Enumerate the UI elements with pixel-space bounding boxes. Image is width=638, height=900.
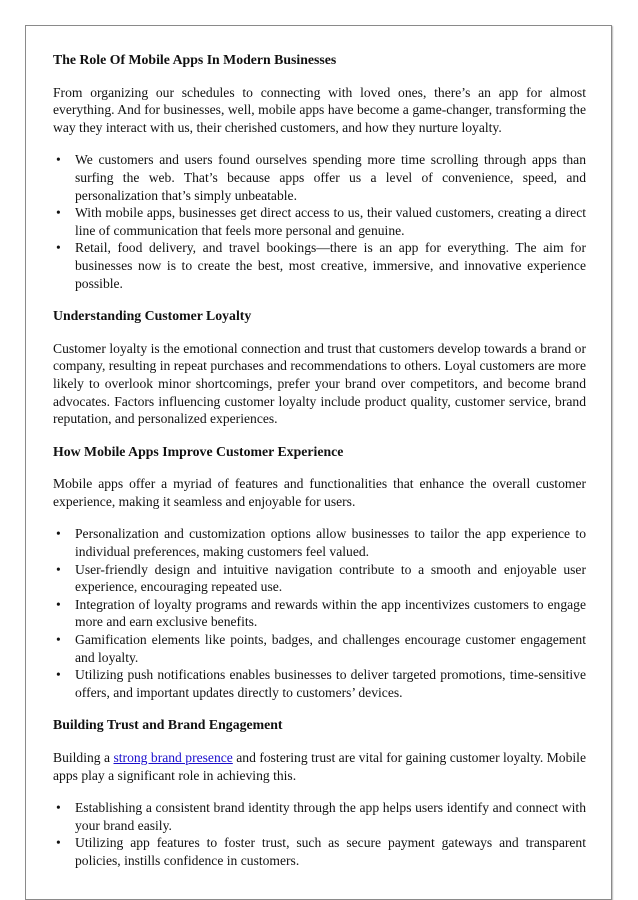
- heading-role-of-mobile-apps: The Role Of Mobile Apps In Modern Businesses: [53, 52, 337, 67]
- list-item: • Utilizing app features to foster trust, such as secure payment gateways and transparent policies, instills confidence in customers.: [53, 834, 586, 869]
- strong-brand-presence-link[interactable]: strong brand presence: [113, 750, 233, 765]
- list-item: • Retail, food delivery, and travel bookings—there is an app for everything. The aim for businesses now is to create the best, most creative, immersive, and innovative experience possible.: [53, 239, 586, 292]
- list-item: • Gamification elements like points, badges, and challenges encourage customer engagement and loyalty.: [53, 631, 586, 666]
- paragraph-trust-brand: [53, 749, 586, 784]
- list-item: • Integration of loyalty programs and rewards within the app incentivizes customers to engage more and earn exclusive benefits.: [53, 596, 586, 631]
- page-border: [25, 25, 612, 900]
- heading-customer-experience: How Mobile Apps Improve Customer Experience: [53, 443, 344, 459]
- list-item: • With mobile apps, businesses get direct access to us, their valued customers, creating a direct line of communication that feels more personal and genuine.: [53, 204, 586, 239]
- list-item: • Personalization and customization options allow businesses to tailor the app experience to individual preferences, making customers feel valued.: [53, 525, 586, 560]
- paragraph-intro: From organizing our schedules to connecting with loved ones, there’s an app for almost everything. And for businesses, well, mobile apps have become a game-changer, transforming the way they interact with us, their cherished customers, and how they nurture loyalty.: [53, 84, 586, 135]
- list-item: • Utilizing push notifications enables businesses to deliver targeted promotions, time-sensitive offers, and important updates directly to customers’ devices.: [53, 666, 586, 701]
- bullet-list-role: [53, 151, 586, 292]
- paragraph-text: and fostering trust are vital for gaining customer loyalty. Mobile apps play a significant role in achieving this.: [53, 750, 586, 783]
- bullet-list-experience: [53, 525, 586, 701]
- list-item: • We customers and users found ourselves spending more time scrolling through apps than surfing the web. That’s because apps offer us a level of convenience, speed, and personalization that’s simply unbeatable.: [53, 151, 586, 204]
- list-item: • Establishing a consistent brand identity through the app helps users identify and connect with your brand easily.: [53, 799, 586, 834]
- heading-trust-brand: Building Trust and Brand Engagement: [53, 717, 283, 733]
- paragraph-customer-loyalty: Customer loyalty is the emotional connection and trust that customers develop towards a brand or company, resulting in repeat purchases and recommendations to others. Loyal customers are more likely to overlook minor shortcomings, prefer your brand over competitors, and become brand advocates. Factors influencing customer loyalty include product quality, customer service, brand reputation, and personalized experiences.: [53, 340, 586, 427]
- bullet-list-trust: [53, 799, 586, 869]
- heading-customer-loyalty: Understanding Customer Loyalty: [53, 308, 252, 324]
- paragraph-customer-experience: Mobile apps offer a myriad of features and functionalities that enhance the overall customer experience, making it seamless and enjoyable for users.: [53, 476, 586, 509]
- list-item: • User-friendly design and intuitive navigation contribute to a smooth and enjoyable user experience, encouraging repeated use.: [53, 561, 586, 596]
- paragraph-text: Building a: [53, 750, 114, 765]
